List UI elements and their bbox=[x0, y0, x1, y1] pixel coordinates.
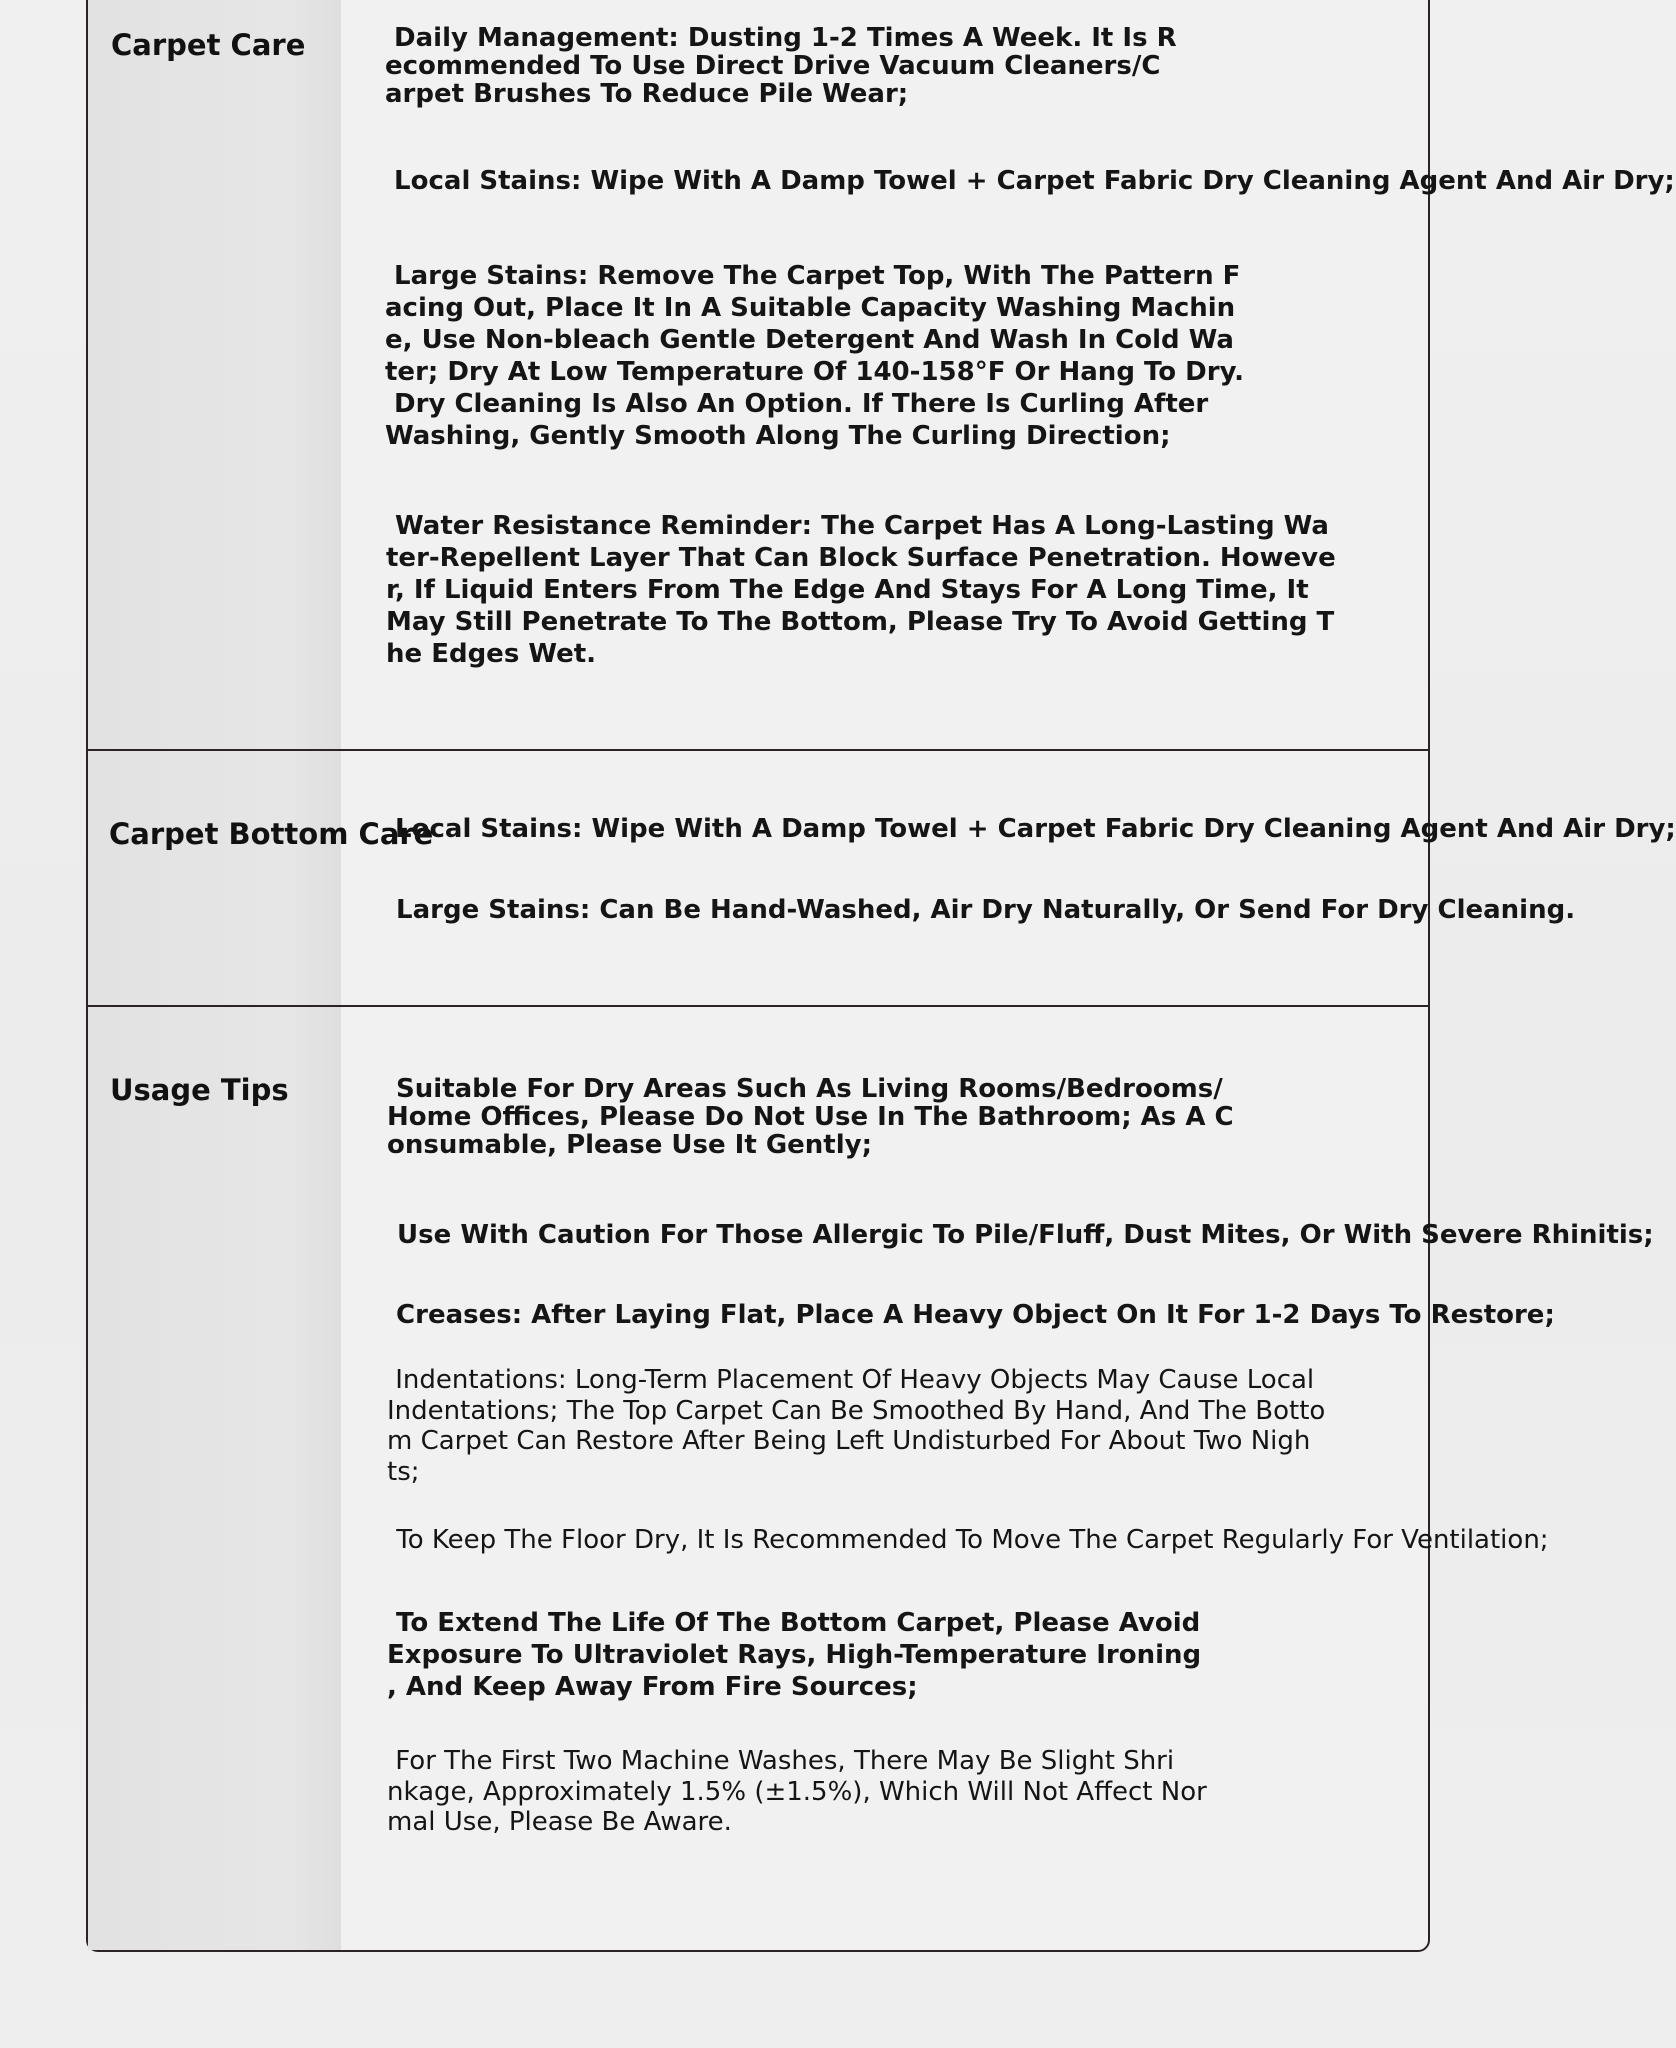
section-label-carpet-bottom-care: Carpet Bottom Care bbox=[109, 817, 434, 851]
label-column bbox=[88, 0, 341, 1950]
indentations-text: Indentations: Long-Term Placement Of Heavy Objects May Cause Local Indentations; The Top Carpet Can Be Smoothed By Hand, And The Botto m Carpet Can Restore After Being Left Undisturbed For About Two Nigh ts; bbox=[387, 1365, 1326, 1487]
section-divider bbox=[88, 749, 1428, 751]
extend-life-text: To Extend The Life Of The Bottom Carpet, Please Avoid Exposure To Ultraviolet Rays, High-Temperature Ironing , And Keep Away From Fire Sources; bbox=[387, 1608, 1202, 1702]
shrinkage-text: For The First Two Machine Washes, There May Be Slight Shri nkage, Approximately 1.5% (±1.5%), Which Will Not Affect Nor mal Use, Please Be Aware. bbox=[387, 1746, 1207, 1837]
large-stains-text: Large Stains: Remove The Carpet Top, With The Pattern F acing Out, Place It In A Suitable Capacity Washing Machin e, Use Non-bleach Gentle Detergent And Wash In Cold Wa ter; Dry At Low Temperature Of 140-158°F Or Hang To Dry. Dry Cleaning Is Also An Option. If There Is Curling After Washing, Gently Smooth Along The Curling Direction; bbox=[385, 261, 1245, 451]
bottom-local-stains-text: Local Stains: Wipe With A Damp Towel + Carpet Fabric Dry Cleaning Agent And Air Dry; bbox=[386, 814, 1676, 844]
care-instructions-table bbox=[86, 0, 1676, 1952]
water-resistance-text: Water Resistance Reminder: The Carpet Has A Long-Lasting Wa ter-Repellent Layer That Can Block Surface Penetration. Howeve r, If Liquid Enters From The Edge And Stays For A Long Time, It May Still Penetrate To The Bottom, Please Try To Avoid Getting T he Edges Wet. bbox=[386, 511, 1336, 669]
allergy-caution-text: Use With Caution For Those Allergic To Pile/Fluff, Dust Mites, Or With Severe Rhinitis; bbox=[388, 1220, 1654, 1250]
creases-text: Creases: After Laying Flat, Place A Heavy Object On It For 1-2 Days To Restore; bbox=[387, 1300, 1555, 1330]
daily-management-text: Daily Management: Dusting 1-2 Times A Week. It Is R ecommended To Use Direct Drive Vacuum Cleaners/C arpet Brushes To Reduce Pile Wear; bbox=[385, 23, 1177, 109]
local-stains-text: Local Stains: Wipe With A Damp Towel + Carpet Fabric Dry Cleaning Agent And Air Dry; bbox=[385, 166, 1675, 196]
floor-dry-text: To Keep The Floor Dry, It Is Recommended To Move The Carpet Regularly For Ventilation; bbox=[388, 1525, 1549, 1555]
section-label-carpet-care: Carpet Care bbox=[111, 28, 306, 62]
section-divider bbox=[88, 1005, 1428, 1007]
bottom-large-stains-text: Large Stains: Can Be Hand-Washed, Air Dry Naturally, Or Send For Dry Cleaning. bbox=[387, 895, 1576, 925]
dry-areas-text: Suitable For Dry Areas Such As Living Rooms/Bedrooms/ Home Offices, Please Do Not Use In The Bathroom; As A C onsumable, Please Use It Gently; bbox=[387, 1074, 1234, 1160]
section-label-usage-tips: Usage Tips bbox=[110, 1073, 289, 1107]
